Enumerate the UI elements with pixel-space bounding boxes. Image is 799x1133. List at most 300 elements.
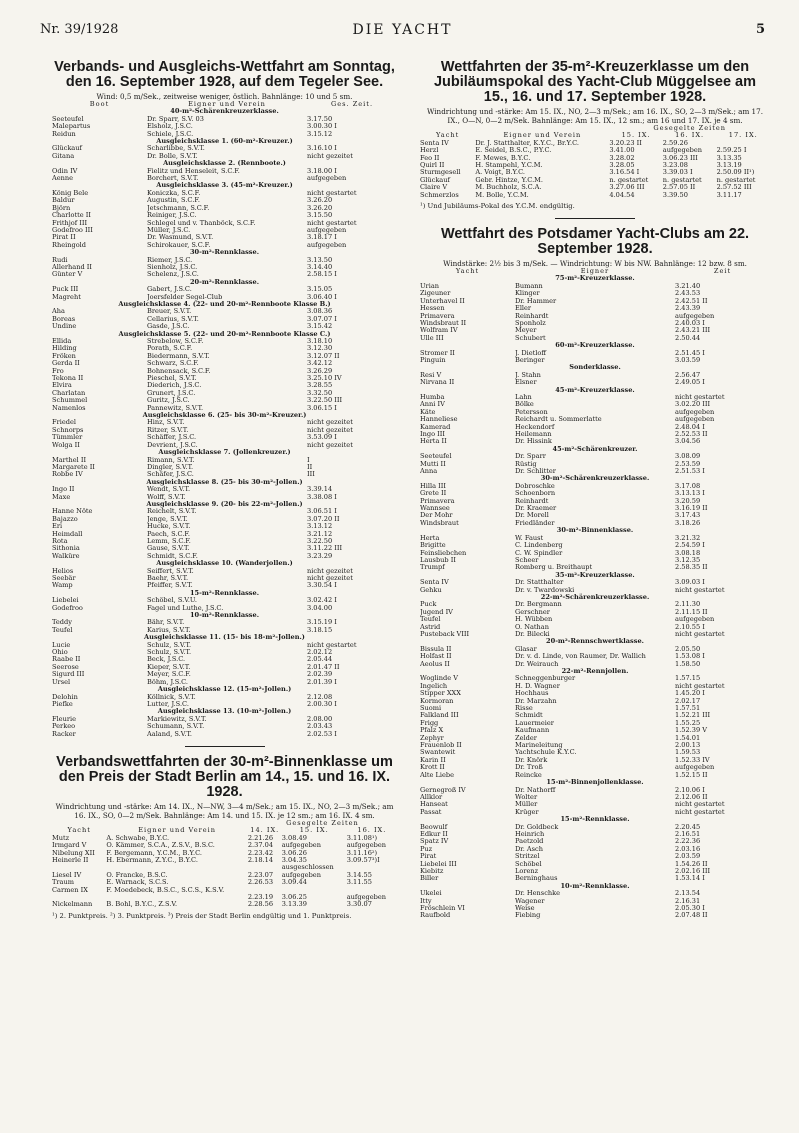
yacht-name: Senta IV bbox=[420, 579, 449, 587]
table-row bbox=[52, 538, 397, 545]
owner-club: Dr. Nathorff bbox=[515, 786, 556, 794]
yacht-name: Gernegroß IV bbox=[420, 786, 466, 794]
time-value: aufgegeben bbox=[675, 615, 715, 624]
time-value: aufgegeben bbox=[307, 174, 347, 183]
class-heading: 22-m²-Schärenkreuzerklasse. bbox=[540, 592, 650, 601]
yacht-name: Mutti II bbox=[420, 460, 446, 468]
yacht-name: Wamp bbox=[52, 582, 73, 590]
owner-club: O. Kämmer, S.C.A., Z.S.V., B.S.C. bbox=[106, 841, 215, 850]
class-heading-row bbox=[52, 301, 397, 308]
time-value: 3.13.19 bbox=[716, 161, 742, 170]
owner-club: Riemer, J.S.C. bbox=[147, 256, 193, 264]
time-value: 2.57.05 II bbox=[662, 183, 696, 192]
time-value: 1.54.26 II bbox=[675, 859, 708, 868]
time-value: 3.08.49 bbox=[281, 833, 307, 842]
page-header bbox=[40, 22, 765, 44]
yacht-name: Tümmler bbox=[52, 434, 83, 442]
class-heading: Ausgleichsklasse 11. (15- bis 18-m²-Jollen.) bbox=[144, 633, 305, 642]
yacht-name: Gerda II bbox=[52, 360, 80, 368]
table-row bbox=[420, 764, 770, 771]
table-row bbox=[420, 831, 770, 838]
owner-club: Dr. J. Statthalter, K.Y.C., Br.Y.C. bbox=[475, 138, 580, 147]
owner-club: B. Bohl, B.Y.C., Z.S.V. bbox=[106, 900, 178, 909]
owner-club: Fagel und Luthe, J.S.C. bbox=[147, 604, 224, 612]
owner-club: Heinrich bbox=[515, 830, 545, 838]
class-heading: Ausgleichsklasse 2. (Rennboote.) bbox=[163, 159, 286, 168]
class-heading: Ausgleichsklasse 8. (25- bis 30-m²-Jollen.) bbox=[146, 477, 303, 486]
time-value: nicht gezeitet bbox=[307, 151, 353, 160]
table-row bbox=[420, 912, 770, 919]
class-heading: 35-m²-Kreuzerklasse. bbox=[555, 570, 635, 579]
class-heading-row bbox=[52, 138, 397, 145]
yacht-name: Seeteufel bbox=[420, 453, 452, 461]
yacht-name: Wolfram IV bbox=[420, 327, 458, 335]
yacht-name: Teufel bbox=[420, 616, 441, 624]
time-value: 3.13.13 I bbox=[675, 489, 705, 498]
time-value: 3.03.59 bbox=[675, 355, 701, 364]
yacht-name: Frigg bbox=[420, 719, 439, 727]
time-value: 2.21.26 bbox=[247, 833, 274, 842]
owner-club: Reiniger, J.S.C. bbox=[147, 212, 197, 220]
table-row bbox=[52, 257, 397, 264]
table-row bbox=[52, 197, 397, 204]
section-conditions: Windrichtung und -stärke: Am 14. IX., N—NW, 3—4 m/Sek.; am 15. IX., NO, 2—3 m/Sek.; am 16. IX., SO, 0—2 m/Sek. Bahnlänge: Am 14. und 15. IX. je 12 sm.; am 16. IX. 4 sm. bbox=[55, 801, 394, 820]
yacht-name: Gehku bbox=[420, 586, 442, 594]
yacht-name: Senta IV bbox=[420, 138, 449, 147]
yacht-name: Ellida bbox=[52, 338, 72, 345]
time-value: 2.51.53 I bbox=[675, 467, 705, 476]
yacht-name: Anna bbox=[420, 468, 438, 476]
time-value: 3.12.30 bbox=[307, 344, 333, 353]
owner-club: Pfeiffer, S.V.T. bbox=[147, 582, 193, 590]
time-value: 1.52.21 III bbox=[675, 711, 711, 720]
yacht-name: Bajazzo bbox=[52, 515, 78, 523]
owner-club: Paech, S.C.F. bbox=[147, 530, 191, 538]
class-heading: Ausgleichsklasse 4. (22- und 20-m²-Rennboote Klasse B.) bbox=[118, 299, 331, 308]
table-row bbox=[420, 461, 770, 468]
yacht-name: Raufbold bbox=[420, 912, 451, 920]
owner-club: Sponholz bbox=[515, 319, 546, 327]
owner-club: Petersson bbox=[515, 408, 548, 416]
owner-club: Lahn bbox=[515, 393, 532, 401]
time-value: nicht gestartet bbox=[675, 807, 725, 816]
time-value: 3.17.43 bbox=[675, 511, 701, 520]
time-value: aufgegeben bbox=[281, 841, 321, 850]
yacht-name: Feinsliebchen bbox=[420, 549, 467, 557]
yacht-name: Godefroo bbox=[52, 604, 83, 612]
time-value: 2.52.53 II bbox=[675, 430, 708, 438]
owner-club: Cellarius, S.V.T. bbox=[147, 315, 199, 323]
time-value: 3.06.51 I bbox=[307, 507, 337, 516]
time-value: 2.16.31 bbox=[675, 896, 701, 905]
time-value: 1.55.25 bbox=[675, 718, 701, 727]
yacht-name: Günter V bbox=[52, 271, 83, 279]
time-value: nicht gestartet bbox=[675, 800, 725, 809]
table-row bbox=[52, 531, 397, 538]
class-heading: Sonderklasse. bbox=[569, 363, 621, 372]
table-row bbox=[420, 283, 770, 290]
table-row bbox=[420, 846, 770, 853]
time-value: 3.22.50 III bbox=[307, 396, 343, 405]
table-row bbox=[420, 609, 770, 616]
yacht-name: Käte bbox=[420, 408, 436, 416]
table-row bbox=[52, 545, 397, 552]
owner-club: H. Wübben bbox=[515, 616, 553, 624]
owner-club: Bähr, S.V.T. bbox=[147, 619, 185, 627]
time-value: nicht gestartet bbox=[675, 585, 725, 594]
class-heading: 15-m²-Rennklasse. bbox=[189, 588, 260, 597]
yacht-name: Seebär bbox=[52, 575, 76, 582]
time-value: n. gestartet bbox=[609, 175, 649, 184]
time-value: 3.12.07 II bbox=[307, 351, 340, 360]
table-row bbox=[420, 535, 770, 542]
time-value: 2.57.52 III bbox=[716, 183, 752, 192]
owner-club: Schöbel bbox=[515, 860, 542, 868]
time-value: 3.20.23 II bbox=[609, 138, 642, 147]
table-row bbox=[420, 838, 770, 845]
time-value: 2.02.12 bbox=[307, 648, 333, 657]
table-row bbox=[52, 842, 397, 849]
owner-club: Markiewitz, S.V.T. bbox=[147, 715, 207, 723]
time-value: 2.20.45 bbox=[675, 822, 701, 831]
time-value: 2.13.54 bbox=[675, 889, 701, 898]
time-value: 2.00.30 I bbox=[307, 699, 337, 708]
table-row bbox=[52, 360, 397, 367]
col-header: 15. IX. bbox=[299, 826, 329, 835]
yacht-name: Claire V bbox=[420, 183, 448, 192]
owner-club: Risse bbox=[515, 705, 533, 713]
class-heading: Ausgleichsklasse 13. (10-m²-Jollen.) bbox=[157, 707, 292, 716]
yacht-name: Lucie bbox=[52, 641, 71, 649]
time-value: 1.58.50 bbox=[675, 659, 701, 668]
time-value: 3.06.40 I bbox=[307, 292, 337, 301]
owner-club: Borchert, S.V.T. bbox=[147, 175, 199, 183]
time-value: aufgegeben bbox=[307, 240, 347, 249]
time-value: 2.43.39 bbox=[675, 304, 701, 313]
yacht-name: Liebelei III bbox=[420, 860, 457, 868]
time-value: 3.08.18 bbox=[675, 548, 701, 557]
section-conditions: Wind: 0,5 m/Sek., zeitweise weniger, östlich. Bahnlänge: 10 und 5 sm. bbox=[96, 92, 353, 101]
time-value: 1.57.15 bbox=[675, 674, 701, 683]
table-row bbox=[52, 190, 397, 197]
yacht-name: Traum bbox=[52, 878, 74, 887]
yacht-name: Swantewit bbox=[420, 749, 456, 757]
yacht-name: Carmen IX bbox=[52, 885, 88, 894]
table-row bbox=[52, 457, 397, 464]
section-tegel bbox=[52, 60, 397, 738]
yacht-name: Woglinde V bbox=[420, 675, 458, 683]
time-value: 2.23.42 bbox=[247, 848, 274, 857]
owner-club: H. D. Wagner bbox=[515, 682, 560, 690]
time-value: 1.52.33 IV bbox=[675, 755, 710, 764]
class-heading-row bbox=[52, 108, 397, 115]
time-value: 3.00.30 I bbox=[307, 122, 337, 131]
time-value: 2.02.39 bbox=[307, 670, 333, 679]
owner-club: H. Ebermann, Z.Y.C., B.Y.C. bbox=[106, 855, 198, 864]
col-header: Ges. Zeit. bbox=[330, 100, 374, 108]
table-row bbox=[52, 338, 397, 345]
owner-club: Dr. Hissink bbox=[515, 438, 552, 446]
time-value: 3.09.44 bbox=[281, 878, 307, 887]
yacht-name: Mutz bbox=[52, 833, 70, 842]
table-row bbox=[420, 646, 770, 653]
owner-club: C. Lindenberg bbox=[515, 542, 563, 550]
table-row bbox=[52, 835, 397, 842]
time-value: 3.06.15 I bbox=[307, 403, 337, 412]
section-conditions: Windrichtung und -stärke: Am 15. IX., NO, 2—3 m/Sek.; am 16. IX., SO, 2—3 m/Sek.; am 17. IX., O—N, 0—2 m/Sek. Bahnlänge: Am 15. IX., 12 sm.; am 16 und 17. IX. je 4 sm. bbox=[427, 107, 763, 125]
col-header: Eigner bbox=[580, 267, 610, 276]
yacht-name: Reidun bbox=[52, 130, 76, 138]
time-value: 3.21.32 bbox=[675, 533, 701, 542]
yacht-name: Sturmgesell bbox=[420, 168, 461, 177]
yacht-name: Aenne bbox=[52, 175, 74, 183]
time-value: aufgegeben bbox=[346, 841, 386, 850]
table-row bbox=[420, 424, 770, 431]
time-value: 1.53.08 I bbox=[675, 652, 705, 661]
owner-club: Glasar bbox=[515, 645, 537, 653]
time-value: 3.11.55 bbox=[346, 878, 372, 887]
class-heading: Ausgleichsklasse 3. (45-m²-Kreuzer.) bbox=[156, 181, 293, 190]
table-row bbox=[52, 642, 397, 649]
time-value: 2.03.59 bbox=[675, 852, 701, 861]
yacht-name: Hanne Nöte bbox=[52, 508, 93, 516]
class-heading: 10-m²-Rennklasse. bbox=[189, 611, 260, 620]
section-mueggelsee bbox=[420, 60, 770, 210]
yacht-name: Puck III bbox=[52, 286, 79, 294]
time-value: 3.04.35 bbox=[281, 855, 307, 864]
col-header: Gesegelte Zeiten bbox=[653, 124, 727, 132]
owner-club: Seiffert, S.V.T. bbox=[147, 567, 194, 575]
yacht-name: Puck bbox=[420, 601, 437, 609]
owner-club: Reinhardt bbox=[515, 497, 549, 505]
time-value: 2.11.15 II bbox=[675, 607, 708, 616]
table-row bbox=[52, 397, 397, 404]
yacht-name: Schnorps bbox=[52, 426, 84, 434]
table-row bbox=[420, 712, 770, 719]
yacht-name: Aeolus II bbox=[420, 660, 450, 668]
table-row bbox=[420, 290, 770, 297]
owner-club: Paetzold bbox=[515, 838, 544, 846]
class-heading-row bbox=[420, 638, 770, 645]
table-row bbox=[52, 508, 397, 515]
time-value: 2.16.51 bbox=[675, 829, 701, 838]
time-value: 3.06.26 bbox=[281, 848, 307, 857]
yacht-name: Pfalz X bbox=[420, 727, 444, 735]
yacht-name: Pirat bbox=[420, 853, 437, 861]
yacht-name: Frithjof III bbox=[52, 219, 88, 227]
magazine-title: DIE YACHT bbox=[352, 22, 453, 38]
owner-club: Wolter bbox=[515, 793, 538, 801]
owner-club: M. Buchholz, S.C.A. bbox=[475, 183, 542, 192]
owner-club: Dr. Wasmund, S.V.T. bbox=[147, 234, 214, 242]
owner-club: Gebr. Hintze, Y.C.M. bbox=[475, 175, 544, 184]
owner-club: Gasde, J.S.C. bbox=[147, 323, 190, 331]
table-row bbox=[52, 368, 397, 375]
class-heading: Ausgleichsklasse 12. (15-m²-Jollen.) bbox=[157, 685, 292, 694]
table-row bbox=[52, 857, 397, 864]
yacht-name: Odin IV bbox=[52, 167, 78, 175]
time-value: nicht gestartet bbox=[675, 629, 725, 638]
time-value: 3.14.40 bbox=[307, 262, 333, 271]
owner-club: Müller, J.S.C. bbox=[147, 226, 191, 234]
time-value: 3.27.06 III bbox=[609, 183, 645, 192]
owner-club: Schelenz, J.S.C. bbox=[147, 271, 199, 279]
owner-club: F. Moedebeck, B.S.C., S.C.S., K.S.V. bbox=[106, 885, 225, 894]
col-header: Zeit bbox=[713, 267, 732, 276]
left-column bbox=[52, 60, 397, 920]
yacht-name: Passat bbox=[420, 808, 442, 816]
owner-club: Beck, J.S.C. bbox=[147, 656, 186, 664]
owner-club: Stritzel bbox=[515, 853, 540, 861]
section-potsdam bbox=[420, 227, 770, 920]
time-value: nicht gezeitet bbox=[307, 418, 353, 427]
table-row bbox=[420, 890, 770, 897]
owner-club: Meyer bbox=[515, 327, 537, 335]
table-row bbox=[52, 345, 397, 352]
owner-club: Reichelt, S.V.T. bbox=[147, 508, 197, 516]
section-title: Verbandswettfahrten der 30-m²-Binnenklasse um den Preis der Stadt Berlin am 14., 15. und 16. IX. 1928. bbox=[56, 753, 393, 800]
time-value: III bbox=[307, 470, 315, 479]
time-value: 3.39.03 I bbox=[662, 168, 693, 177]
yacht-name: Fröken bbox=[52, 352, 76, 360]
yacht-name: Fleurie bbox=[52, 715, 76, 723]
yacht-name: Karin II bbox=[420, 756, 446, 764]
owner-club: Schulz, S.V.T. bbox=[147, 641, 192, 649]
time-value: aufgegeben bbox=[675, 415, 715, 424]
time-value: 3.17.08 bbox=[675, 481, 701, 490]
issue-number: Nr. 39/1928 bbox=[40, 22, 119, 37]
yacht-name: Racker bbox=[52, 730, 76, 738]
time-value: 3.06.23 III bbox=[662, 153, 698, 162]
yacht-name: Walküre bbox=[52, 552, 80, 560]
class-heading-row bbox=[420, 364, 770, 371]
yacht-name: Raabe II bbox=[52, 656, 81, 664]
table-row bbox=[420, 557, 770, 564]
table-row bbox=[52, 123, 397, 130]
owner-club: O. Francke, B.S.C. bbox=[106, 870, 168, 879]
owner-club: F. Bergemann, Y.C.M., B.Y.C. bbox=[106, 848, 202, 857]
table-row bbox=[420, 742, 770, 749]
time-value: 1.52.39 V bbox=[675, 726, 708, 735]
yacht-name: Anni IV bbox=[420, 401, 445, 409]
yacht-name: Rheingold bbox=[52, 241, 86, 249]
time-value: 2.48.04 I bbox=[675, 422, 705, 431]
owner-club: C. W. Spindler bbox=[515, 549, 563, 557]
class-heading-row bbox=[420, 668, 770, 675]
yacht-name: Herta bbox=[420, 534, 440, 542]
footnote: ¹) 2. Punktpreis. ²) 3. Punktpreis. ³) Preis der Stadt Berlin endgültig und 1. Punktpreis. bbox=[52, 911, 352, 920]
col-header: Eigner und Verein bbox=[503, 131, 582, 140]
owner-club: Fielitz und Henseleit, S.C.F. bbox=[147, 167, 240, 175]
table-row bbox=[52, 716, 397, 723]
yacht-name: Primavera bbox=[420, 312, 455, 320]
class-heading: 30-m²-Rennklasse. bbox=[189, 248, 260, 257]
table-row bbox=[420, 720, 770, 727]
class-heading: Ausgleichsklasse 1. (60-m²-Kreuzer.) bbox=[156, 137, 293, 146]
table-row bbox=[420, 327, 770, 334]
table-row bbox=[52, 308, 397, 315]
class-heading-row bbox=[420, 883, 770, 890]
owner-club: Gerschner bbox=[515, 608, 550, 616]
time-value: 3.15.05 bbox=[307, 285, 333, 294]
time-value: 1.59.53 bbox=[675, 748, 701, 757]
table-row bbox=[420, 505, 770, 512]
yacht-name: Pirat II bbox=[52, 234, 76, 242]
time-value: 3.21.12 bbox=[307, 529, 333, 538]
time-value: n. gestartet bbox=[716, 175, 756, 184]
time-value: 2.58.15 I bbox=[307, 270, 337, 279]
owner-club: Dr. Marzahn bbox=[515, 697, 557, 705]
table-row bbox=[52, 664, 397, 671]
owner-club: Schmidt, S.C.F. bbox=[147, 552, 198, 560]
time-value: 3.26.29 bbox=[307, 366, 333, 375]
time-value: 3.13.35 bbox=[716, 153, 742, 162]
time-value: 3.21.40 bbox=[675, 281, 701, 290]
class-heading: Ausgleichsklasse 10. (Wanderjollen.) bbox=[156, 559, 293, 568]
table-row bbox=[420, 868, 770, 875]
time-value: 3.41.00 bbox=[609, 146, 635, 155]
page-number: 5 bbox=[755, 22, 765, 37]
time-value: 2.42.51 II bbox=[675, 296, 708, 305]
yacht-name: Itty bbox=[420, 897, 432, 905]
results-table bbox=[52, 101, 397, 738]
table-row bbox=[420, 749, 770, 756]
time-value: 2.37.04 bbox=[247, 841, 274, 850]
table-row bbox=[420, 698, 770, 705]
time-value: 3.14.55 bbox=[346, 870, 372, 879]
yacht-name: Hilding bbox=[52, 345, 77, 353]
class-heading-row bbox=[420, 275, 770, 282]
owner-club: Dr. Goldbeck bbox=[515, 823, 559, 831]
yacht-name: Ukelei bbox=[420, 890, 442, 898]
time-value: 2.03.16 bbox=[675, 844, 701, 853]
owner-club: W. Faust bbox=[515, 534, 544, 542]
time-value: 3.15.19 I bbox=[307, 618, 337, 627]
yacht-name: Elvira bbox=[52, 382, 72, 390]
table-row bbox=[420, 787, 770, 794]
class-heading: 20-m²-Rennklasse. bbox=[189, 277, 260, 286]
table-row bbox=[420, 550, 770, 557]
owner-club: Dr. Sparr bbox=[515, 453, 546, 461]
time-value: 2.18.14 bbox=[247, 855, 274, 864]
table-row bbox=[420, 690, 770, 697]
table-row bbox=[52, 116, 397, 123]
time-value: 2.51.45 I bbox=[675, 348, 705, 357]
owner-club: Schneggenburger bbox=[515, 675, 576, 683]
time-value: 2.53.59 bbox=[675, 459, 701, 468]
owner-club: Müller bbox=[515, 801, 538, 809]
class-heading-row bbox=[420, 594, 770, 601]
time-value: 3.18.26 bbox=[675, 518, 701, 527]
table-row bbox=[420, 320, 770, 327]
owner-club: Heckendorf bbox=[515, 423, 555, 431]
time-value: 2.58.35 II bbox=[675, 563, 708, 572]
owner-club: Köllnick, S.V.T. bbox=[147, 693, 196, 701]
yacht-name: Nickelmann bbox=[52, 900, 93, 909]
table-row bbox=[420, 542, 770, 549]
class-heading: Ausgleichsklasse 5. (22- und 20-m²-Rennboote Klasse C.) bbox=[118, 329, 331, 338]
table-row bbox=[52, 205, 397, 212]
time-value: 3.28.55 bbox=[307, 381, 333, 390]
class-heading-row bbox=[420, 475, 770, 482]
time-value: 2.49.05 I bbox=[675, 378, 705, 387]
yacht-name: Urian bbox=[420, 282, 439, 290]
yacht-name: Ursel bbox=[52, 678, 71, 686]
owner-club: Scharlibbe, S.V.T. bbox=[147, 145, 205, 153]
owner-club: Böhm, J.S.C. bbox=[147, 678, 189, 686]
time-value: 1.57.51 bbox=[675, 704, 701, 713]
yacht-name: Sithonia bbox=[52, 545, 80, 553]
